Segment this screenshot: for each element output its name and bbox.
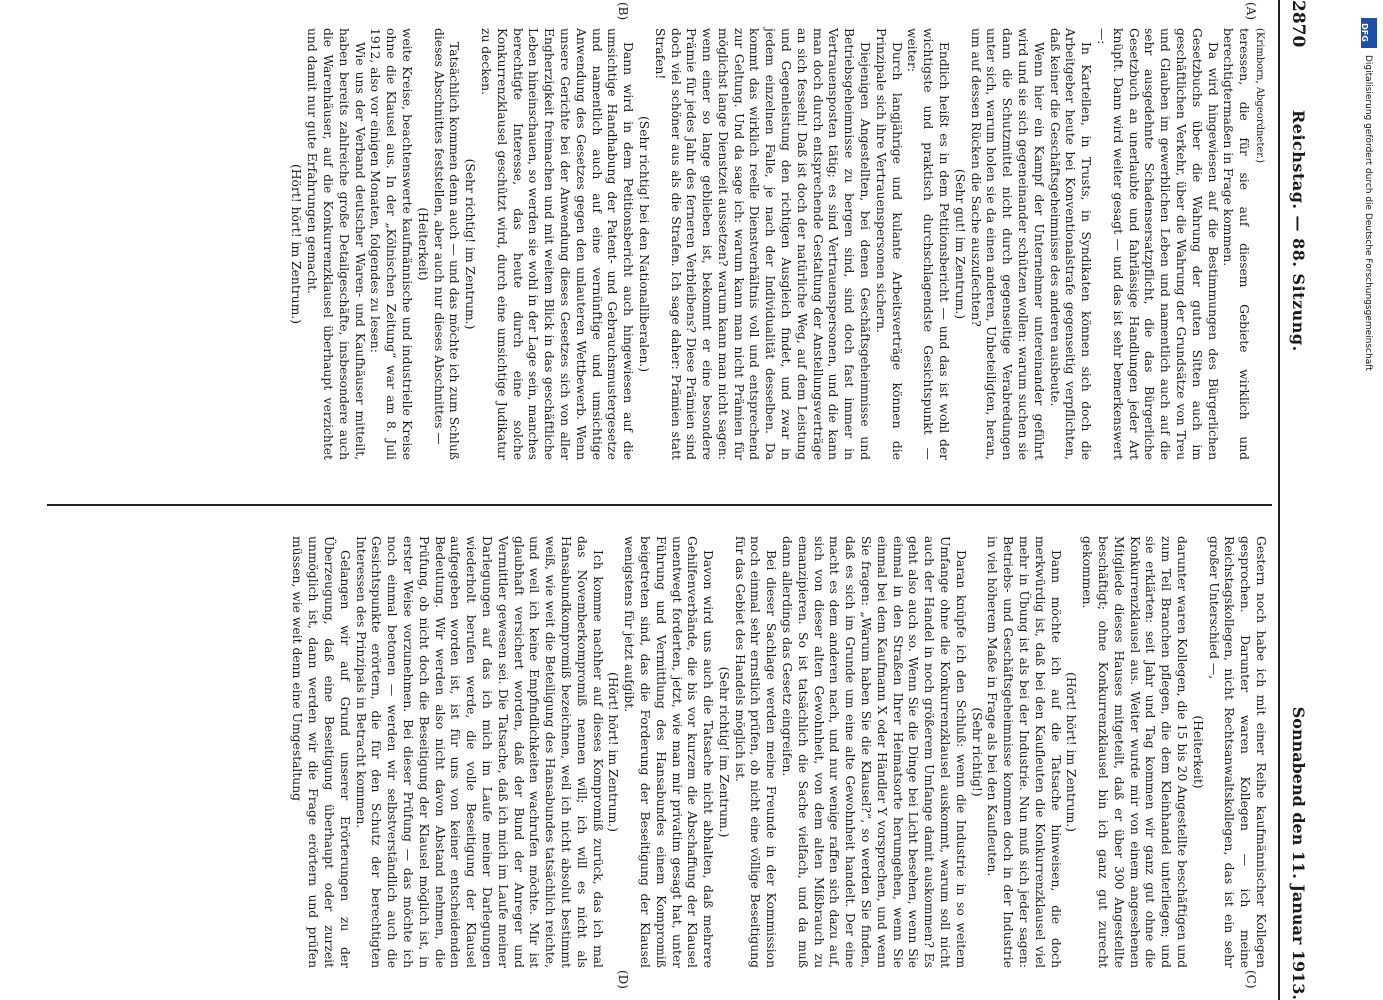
paragraph: Diejenigen Angestellten, bei denen Geschäftsgeheimnisse und Betriebsgeheimnisse zu bergen sind, sind doch fast immer in Vertrauensposten tätig; es sind Vertrauenspersonen, und die kann man doch durch entsprechende Gestaltung der Anstellungsverträge an sich fesseln! Daß ist doch der natürliche Weg, auf dem Leistung und Gegenleistung den richtigen Ausgleich findet, und zwar in jedem einzelnen Falle, je nach der Individualität desselben. Da kommt das wirklich reelle Dienstverhältnis voll und entsprechend zur Geltung. Und da sage ich: warum kann man nicht Prämien für möglichst lange Dienstzeit aussetzen? warum kann man nicht sagen: wenn einer so lange geblieben ist, bekommt er eine besondere Prämie für jedes Jahr des ferneren Verbleibens? Diese Prämien sind doch viel schöner aus als die Strafen. Ich sage daher: Prämien statt Strafen! xyxy=(652,28,873,460)
session-date: Sonnabend den 11. Januar 1913. xyxy=(1289,706,1308,1000)
interjection: (Sehr richtig! im Zentrum.) xyxy=(716,666,731,838)
paragraph: Davon wird uns auch die Tatsache nicht abhalten, daß mehrere Gehilfenverbände, die bis vor kurzem die Abschaffung der Klausel unentwegt forderten, jetzt, wie man mir privatim gesagt hat, unter Führung und Vermittlung des Hansabundes einem Kompromiß beigetreten sind, das die Forderung der Beseitigung der Klausel wenigstens für jetzt aufgibt. xyxy=(622,536,716,968)
interjection: (Sehr richtig!) xyxy=(969,707,984,797)
paragraph: weite Kreise, beachtenswerte kaufmännische und industrielle Kreise ohne die Klausel aus. In der „Kölnischen Zeitung“ war am 8. Juli 1912, also vor einigen Monaten, folgendes zu lesen: xyxy=(368,28,414,460)
paragraph: darunter waren Kollegen, die 15 bis 20 Angestellte beschäftigen und zum Teil Branchen pflegen, die dem Kleinhandel unterliegen; und sie erklärten: seit Jahr und Tag kommen wir ganz gut ohne die Konkurrenzklausel aus. Weiter wurde mir von einem angesehenen Mitgliede dieses Hauses mitgeteilt, daß er über 300 Angestellte beschäftigt; ohne Konkurrenzklausel bin ich ganz gut zurecht gekommen. xyxy=(1080,536,1190,968)
paragraph: Gestern noch habe ich mit einer Reihe kaufmännischer Kollegen gesprochen. Darunter waren Kollegen — ich meine Reichstagskollegen, nicht Rechtsanwaltskollegen, das ist ein sehr großer Unterschied —, xyxy=(1206,536,1268,968)
page-number: 2870 xyxy=(1288,0,1308,48)
right-text-column xyxy=(289,536,1268,968)
interjection: (Hört! hört! im Zentrum.) xyxy=(289,164,304,324)
funding-note: Digitalisierung gefördert durch die Deutsche Forschungsgemeinschaft xyxy=(1363,55,1373,371)
session-title: Reichstag. — 88. Sitzung. xyxy=(1289,110,1308,352)
quote-paragraph: Wie uns der Verband deutscher Waren- und Kaufhäuser mitteilt, haben bereits zahlreiche große Detailgeschäfte, insbesondere auch die Warenhäuser, auf die Konkurrenzklausel überhaupt verzichtet und damit nur gute Erfahrungen gemacht. xyxy=(305,28,367,460)
paragraph: Endlich heißt es in dem Petitionsbericht — und das ist wohl der wichtigste und praktisch durchschlagendste Gesichtspunkt — weiter: xyxy=(905,28,952,460)
quote-paragraph: Durch langjährige und kulante Arbeitsverträge können die Prinzipale sich ihre Vertrauenspersonen sichern. xyxy=(873,28,904,460)
speaker-note: (Krimborn, Abgeordneter.) xyxy=(1254,28,1265,164)
interjection: (Sehr gut! im Zentrum.) xyxy=(952,168,967,320)
paragraph: Daran knüpfe ich den Schluß: wenn die Industrie in so weitem Umfange ohne die Konkurrenzklausel auskommt, warum soll nicht auch der Handel in noch größerem Umfange damit auskommen? Es geht also auch so. Wenn Sie die Dinge bei Licht besehen, wenn Sie einmal in den Straßen Ihrer Heimatsorte herumgehen, wenn Sie einmal bei dem Kaufmann X oder Händler Y vorsprechen, und wenn Sie fragen: „Warum haben Sie die Klausel?“, so werden Sie finden, daß es sich im Grunde um eine alte Gewohnheit handelt. Der eine macht es dem anderen nach, und nur wenige raffen sich dazu auf, sich von dieser alten Gewohnheit, von dem alten Mißbrauch zu emanzipieren. So ist tatsächlich die Sache vielfach, und da muß dann allerdings das Gesetz eingreifen. xyxy=(780,536,968,968)
quote-paragraph: In Kartellen, in Trusts, in Syndikaten können sich doch die Arbeitgeber heute bei Konventionalstrafe gegenseitig verpflichten, daß keiner die Geschäftsgeheimnisse des anderen ausbeute. xyxy=(1047,28,1094,460)
margin-mark-b: (B) xyxy=(616,2,630,21)
dfg-logo: DFG xyxy=(1361,18,1377,48)
page-header xyxy=(1274,0,1320,1000)
paragraph: Wenn hier ein Kampf der Unternehmer untereinander geführt wird und sie sich gegeneinander schützen wollen: warum suchen sie dann die Schutzmittel nicht durch gegenseitige Verabredungen unter sich, warum holen sie da einen anderen, Unbeteiligten, heran, um auf dessen Rücken die Sache auszufechten? xyxy=(968,28,1046,460)
interjection: (Sehr richtig! bei den Nationalliberalen.) xyxy=(636,115,651,372)
margin-mark-c: (C) xyxy=(1244,970,1258,989)
column-divider xyxy=(47,504,1272,506)
paragraph: Bei dieser Sachlage werden meine Freunde in der Kommission noch einmal sehr ernstlich prüfen, ob nicht eine völlige Beseitigung für das Gebiet des Handels möglich ist. xyxy=(732,536,779,968)
paragraph: Da wird hingewiesen auf die Bestimmungen des Bürgerlichen Gesetzbuchs über die Wahrung der guten Sitten auch im geschäftlichen Verkehr, über die Wahrung der Grundsätze von Treu und Glauben im gewerblichen Leben und namentlich auch auf die sehr ausgedehnte Schadensersatzpflicht, die das Bürgerliche Gesetzbuch an unerlaubte und fahrlässige Handlungen jeder Art knüpft. Dann wird weiter gesagt — und das ist sehr bemerkenswert —: xyxy=(1095,28,1220,460)
paragraph: Tatsächlich kommen denn auch — und das möchte ich zum Schluß dieses Abschnittes feststellen, aber auch nur dieses Abschnittes — xyxy=(431,28,462,460)
digitization-stamp xyxy=(1360,18,1378,658)
margin-mark-d: (D) xyxy=(616,970,630,989)
margin-mark-a: (A) xyxy=(1244,2,1258,21)
interjection: (Hört! hört! im Zentrum.) xyxy=(1064,672,1079,832)
interjection: (Hört! hört! im Zentrum.) xyxy=(606,672,621,832)
paragraph: teressen, die für sie auf diesem Gebiete wirklich und berechtigtermaßen in Frage kommen. xyxy=(1221,28,1252,460)
interjection: (Heiterkeit) xyxy=(1190,715,1205,789)
paragraph: Ich komme nachher auf dieses Kompromiß zurück, das ich mal das Novemberkompromiß nennen will; ich will es nicht als Hansabundkompromiß bezeichnen, weil ich nicht absolut bestimmt weiß, wie weit die Beteiligung des Hansabundes tatsächlich reichte, und weil ich keine Empfindlichkeiten wachrufen möchte. Mir ist glaubhaft versichert worden, daß der Bund der Anreger und Vermittler gewesen sei. Die Tatsache, daß ich mich im Laufe meiner Darlegungen auf das ich mich im Laufe meiner Darlegungen wiederholt berufen werde, die volle Beseitigung der Klausel aufgegeben worden ist, ist für uns von keiner entscheidenden Bedeutung. Wir werden also nicht davon Abstand nehmen, die Prüfung, ob nicht doch die Beseitigung der Klausel möglich ist, in erster Weise vorzunehmen. Bei dieser Prüfung — das möchte ich noch einmal betonen — werden wir selbstverständlich auch die Gesichtspunkte erörtern, die für den Schutz der berechtigten Interessen des Prinzipals in Betracht kommen. xyxy=(353,536,605,968)
header-rule xyxy=(1278,0,1280,1000)
left-text-column xyxy=(288,28,1268,460)
paragraph: Dann wird in dem Petitionsbericht auch hingewiesen auf die umsichtige Handhabung der Patent- und Gebrauchsmustergesetze und namentlich auch auf eine vernünftige und umsichtige Anwendung des Gesetzes gegen den unlauteren Wettbewerb. Wenn unsere Gerichte bei der Anwendung dieses Gesetzes sich von aller Engherzigkeit freimachen und mit weitem Blick in das geschäftliche Leben hineinschauen, so werden sie wohl in der Lage sein, manches berechtigte Interesse, das heute durch eine solche Konkurrenzklausel geschützt wird, durch eine umsichtige Judikatur zu decken. xyxy=(478,28,636,460)
rotated-page-content xyxy=(30,0,1320,1000)
paragraph: Gelangen wir auf Grund unserer Erörterungen zu der Überzeugung, daß eine Beseitigung überhaupt oder zurzeit unmöglich ist, dann werden wir die Frage erörtern und prüfen müssen, wie weit denn eine Umgestaltung xyxy=(290,536,352,968)
interjection: (Heiterkeit) xyxy=(415,207,430,281)
paragraph: Dann möchte ich auf die Tatsache hinweisen, die doch merkwürdig ist, daß bei den Kaufleuten die Konkurrenzklausel viel mehr in Übung ist als bei der Industrie. Nun muß sich jeder sagen: Betriebs- und Geschäftsgeheimnisse kommen doch in der Industrie in viel höherem Maße in Frage als bei den Kaufleuten. xyxy=(985,536,1063,968)
interjection: (Sehr richtig! im Zentrum.) xyxy=(463,158,478,330)
